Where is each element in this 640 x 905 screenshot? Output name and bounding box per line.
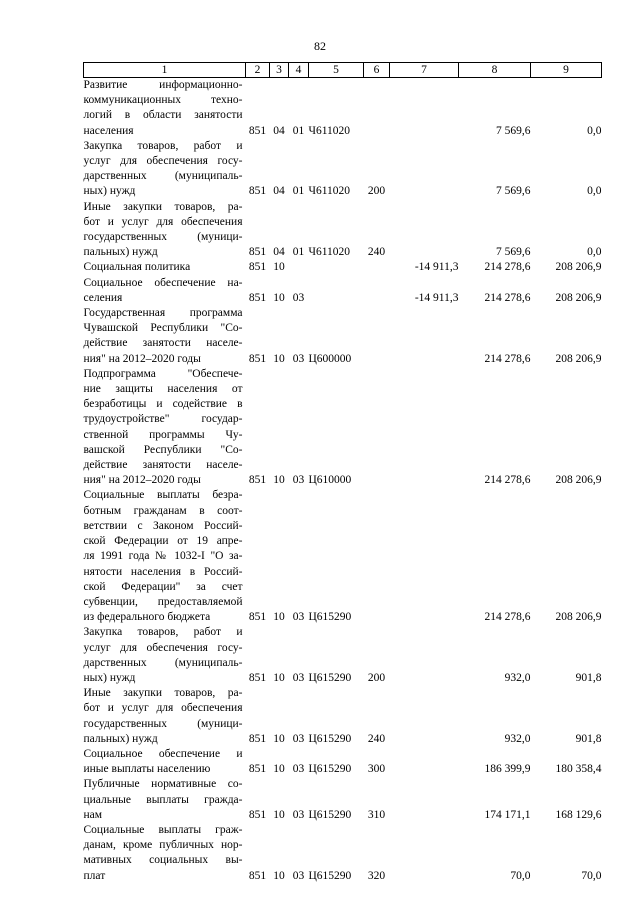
target-article-code: Ч611020 — [308, 185, 351, 198]
target-article-code: Ц615290 — [308, 671, 352, 684]
row-name-line: Социальные выплаты безра- — [83, 489, 243, 502]
target-article-code: Ч611020 — [308, 246, 351, 259]
row-name-line: ветствии с Законом Россий- — [83, 519, 243, 532]
row-name-line: циальные выплаты гражда- — [83, 793, 243, 806]
row-name — [84, 625, 246, 686]
expense-type-code — [364, 260, 390, 275]
target-article-code — [309, 276, 364, 306]
subsection-code: 01 — [292, 185, 305, 198]
amount-year-1: 174 171,1 — [484, 808, 531, 821]
row-name-line: ботным гражданам в соот- — [83, 504, 243, 517]
change-amount — [390, 823, 459, 884]
table-body — [84, 78, 602, 884]
amount-year-1: 932,0 — [504, 732, 531, 745]
amount-year-1: 7 569,6 — [496, 246, 531, 259]
row-name-line: действие занятости населе- — [83, 459, 243, 472]
column-header: 7 — [390, 63, 459, 78]
amount-year-1: 70,0 — [510, 869, 531, 882]
row-name-line: Публичные нормативные со- — [83, 778, 243, 791]
amount-year-1: 214 278,6 — [484, 611, 531, 624]
row-name-line: вашской Республики "Со- — [83, 443, 243, 456]
row-name-line: услуг для обеспечения госу- — [83, 641, 243, 654]
ministry-code: 851 — [248, 246, 267, 259]
ministry-code: 851 — [248, 474, 267, 487]
row-name-line: ственной программы Чу- — [83, 428, 243, 441]
row-name-line: Социальная политика — [83, 261, 191, 274]
page-number: 82 — [314, 39, 326, 53]
change-amount — [390, 777, 459, 823]
row-name — [84, 747, 246, 777]
column-header: 9 — [531, 63, 602, 78]
row-name-line: Иные закупки товаров, ра- — [83, 200, 243, 213]
section-code: 10 — [273, 291, 285, 304]
target-article-code: Ц600000 — [308, 352, 352, 365]
ministry-code: 851 — [248, 291, 267, 304]
amount-year-2: 208 206,9 — [555, 261, 602, 274]
row-name-line: бот и услуг для обеспечения — [83, 215, 243, 228]
ministry-code: 851 — [248, 869, 267, 882]
row-name — [84, 488, 246, 625]
amount-year-2: 0,0 — [587, 124, 602, 137]
row-name-line: государственных (муници- — [83, 717, 243, 730]
row-name-line: населения — [83, 124, 134, 137]
amount-year-2: 901,8 — [575, 732, 602, 745]
amount-year-1: 214 278,6 — [484, 261, 531, 274]
expense-type-code: 240 — [367, 732, 386, 745]
amount-year-1: 214 278,6 — [484, 352, 531, 365]
subsection-code: 03 — [292, 474, 305, 487]
row-name — [84, 777, 246, 823]
change-amount — [390, 306, 459, 367]
header-row — [84, 63, 602, 78]
subsection-code — [289, 260, 309, 275]
section-code: 10 — [273, 352, 285, 365]
row-name-line: пальных) нужд — [83, 732, 158, 745]
expense-type-code — [364, 306, 390, 367]
subsection-code: 03 — [292, 291, 305, 304]
row-name-line: Закупка товаров, работ и — [83, 139, 243, 152]
change-amount — [390, 625, 459, 686]
row-name-line: нятости населения в Россий- — [83, 565, 243, 578]
ministry-code: 851 — [248, 732, 267, 745]
amount-year-2: 180 358,4 — [555, 763, 602, 776]
change-amount — [390, 78, 459, 139]
table-row — [84, 306, 602, 367]
ministry-code: 851 — [248, 808, 267, 821]
row-name — [84, 200, 246, 261]
subsection-code: 03 — [292, 611, 305, 624]
row-name-line: иные выплаты населению — [83, 763, 211, 776]
section-code: 10 — [273, 763, 285, 776]
section-code: 10 — [273, 732, 285, 745]
row-name-line: данам, кроме публичных нор- — [83, 839, 243, 852]
table-row — [84, 276, 602, 306]
subsection-code: 03 — [292, 352, 305, 365]
row-name-line: Развитие информационно- — [83, 79, 243, 91]
row-name — [84, 686, 246, 747]
section-code: 10 — [273, 671, 285, 684]
table-row — [84, 686, 602, 747]
row-name — [84, 367, 246, 489]
row-name-line: государственных (муници- — [83, 231, 243, 244]
table-row — [84, 625, 602, 686]
ministry-code: 851 — [248, 261, 267, 274]
subsection-code: 01 — [292, 124, 305, 137]
amount-year-1: 186 399,9 — [484, 763, 531, 776]
amount-year-2: 70,0 — [581, 869, 602, 882]
subsection-code: 03 — [292, 763, 305, 776]
change-amount — [390, 488, 459, 625]
row-name — [84, 139, 246, 200]
section-code: 10 — [273, 869, 285, 882]
row-name-line: ской Федерации от 19 апре- — [83, 535, 243, 548]
target-article-code: Ц615290 — [308, 869, 352, 882]
row-name-line: Государственная программа — [83, 307, 243, 320]
row-name-line: безработицы и содействие в — [83, 398, 243, 411]
column-header: 6 — [364, 63, 390, 78]
section-code: 04 — [273, 185, 285, 198]
subsection-code: 03 — [292, 732, 305, 745]
change-amount — [390, 686, 459, 747]
table-row — [84, 78, 602, 139]
section-code: 10 — [273, 808, 285, 821]
subsection-code: 03 — [292, 671, 305, 684]
expense-type-code: 240 — [367, 246, 386, 259]
table-row — [84, 367, 602, 489]
change-amount — [390, 139, 459, 200]
table-row — [84, 777, 602, 823]
row-name-line: дарственных (муниципаль- — [83, 170, 243, 183]
expense-type-code — [364, 78, 390, 139]
target-article-code — [309, 260, 364, 275]
row-name-line: Социальное обеспечение и — [83, 747, 243, 760]
row-name-line: ных) нужд — [83, 671, 136, 684]
column-header: 1 — [84, 63, 246, 78]
column-header: 3 — [270, 63, 289, 78]
row-name-line: действие занятости населе- — [83, 337, 243, 350]
row-name-line: логий в области занятости — [83, 109, 243, 122]
row-name-line: ных) нужд — [83, 185, 136, 198]
amount-year-1: 7 569,6 — [496, 124, 531, 137]
expense-type-code — [364, 276, 390, 306]
row-name — [84, 306, 246, 367]
expense-type-code: 200 — [367, 185, 386, 198]
row-name-line: ния" на 2012–2020 годы — [83, 352, 201, 365]
table-row — [84, 488, 602, 625]
change-amount: -14 911,3 — [414, 291, 459, 304]
section-code: 04 — [273, 124, 285, 137]
row-name-line: трудоустройстве" государ- — [83, 413, 243, 426]
row-name — [84, 823, 246, 884]
amount-year-1: 932,0 — [504, 671, 531, 684]
row-name-line: Иные закупки товаров, ра- — [83, 687, 243, 700]
change-amount — [390, 367, 459, 489]
table-row — [84, 823, 602, 884]
change-amount — [390, 747, 459, 777]
ministry-code: 851 — [248, 611, 267, 624]
amount-year-2: 901,8 — [575, 671, 602, 684]
ministry-code: 851 — [248, 352, 267, 365]
expense-type-code — [364, 367, 390, 489]
row-name-line: селения — [83, 291, 123, 304]
row-name-line: плат — [83, 869, 106, 882]
amount-year-1: 7 569,6 — [496, 185, 531, 198]
row-name-line: Чувашской Республики "Со- — [83, 322, 243, 335]
amount-year-2: 208 206,9 — [555, 474, 602, 487]
amount-year-2: 168 129,6 — [555, 808, 602, 821]
row-name-line: бот и услуг для обеспечения — [83, 702, 243, 715]
amount-year-2: 208 206,9 — [555, 352, 602, 365]
expense-type-code: 200 — [367, 671, 386, 684]
amount-year-2: 208 206,9 — [555, 291, 602, 304]
target-article-code: Ц615290 — [308, 763, 352, 776]
row-name-line: ской Федерации" за счет — [83, 580, 243, 593]
row-name-line: ния" на 2012–2020 годы — [83, 474, 201, 487]
row-name — [84, 260, 246, 275]
row-name-line: дарственных (муниципаль- — [83, 656, 243, 669]
expense-type-code: 320 — [367, 869, 386, 882]
amount-year-1: 214 278,6 — [484, 291, 531, 304]
target-article-code: Ц610000 — [308, 474, 352, 487]
section-code: 04 — [273, 246, 285, 259]
ministry-code: 851 — [248, 763, 267, 776]
amount-year-2: 0,0 — [587, 185, 602, 198]
amount-year-2: 0,0 — [587, 246, 602, 259]
subsection-code: 01 — [292, 246, 305, 259]
target-article-code: Ч611020 — [308, 124, 351, 137]
row-name-line: мативных социальных вы- — [83, 854, 243, 867]
row-name-line: Социальное обеспечение на- — [83, 276, 243, 289]
column-header: 5 — [309, 63, 364, 78]
column-header: 4 — [289, 63, 309, 78]
expense-type-code: 310 — [367, 808, 386, 821]
expense-type-code: 300 — [367, 763, 386, 776]
row-name-line: нам — [83, 808, 103, 821]
row-name-line: ние защиты населения от — [83, 383, 243, 396]
section-code: 10 — [273, 261, 285, 274]
row-name-line: ля 1991 года № 1032-I "О за- — [83, 550, 243, 563]
ministry-code: 851 — [248, 185, 267, 198]
row-name — [84, 276, 246, 306]
subsection-code: 03 — [292, 808, 305, 821]
row-name-line: субвенции, предоставляемой — [83, 595, 243, 608]
row-name-line: Закупка товаров, работ и — [83, 626, 243, 639]
row-name — [84, 78, 246, 139]
budget-table — [83, 62, 602, 884]
table-row — [84, 200, 602, 261]
row-name-line: пальных) нужд — [83, 246, 158, 259]
ministry-code: 851 — [248, 671, 267, 684]
change-amount — [390, 200, 459, 261]
table-row — [84, 747, 602, 777]
amount-year-1: 214 278,6 — [484, 474, 531, 487]
table-row — [84, 260, 602, 275]
subsection-code: 03 — [292, 869, 305, 882]
target-article-code: Ц615290 — [308, 732, 352, 745]
row-name-line: Социальные выплаты граж- — [83, 823, 243, 836]
column-header: 8 — [459, 63, 531, 78]
target-article-code: Ц615290 — [308, 808, 352, 821]
target-article-code: Ц615290 — [308, 611, 352, 624]
ministry-code: 851 — [248, 124, 267, 137]
row-name-line: услуг для обеспечения госу- — [83, 155, 243, 168]
change-amount: -14 911,3 — [414, 261, 459, 274]
column-header: 2 — [246, 63, 270, 78]
row-name-line: коммуникационных техно- — [83, 94, 243, 107]
expense-type-code — [364, 488, 390, 625]
amount-year-2: 208 206,9 — [555, 611, 602, 624]
row-name-line: из федерального бюджета — [83, 611, 211, 624]
section-code: 10 — [273, 611, 285, 624]
table-row — [84, 139, 602, 200]
section-code: 10 — [273, 474, 285, 487]
row-name-line: Подпрограмма "Обеспече- — [83, 367, 243, 380]
